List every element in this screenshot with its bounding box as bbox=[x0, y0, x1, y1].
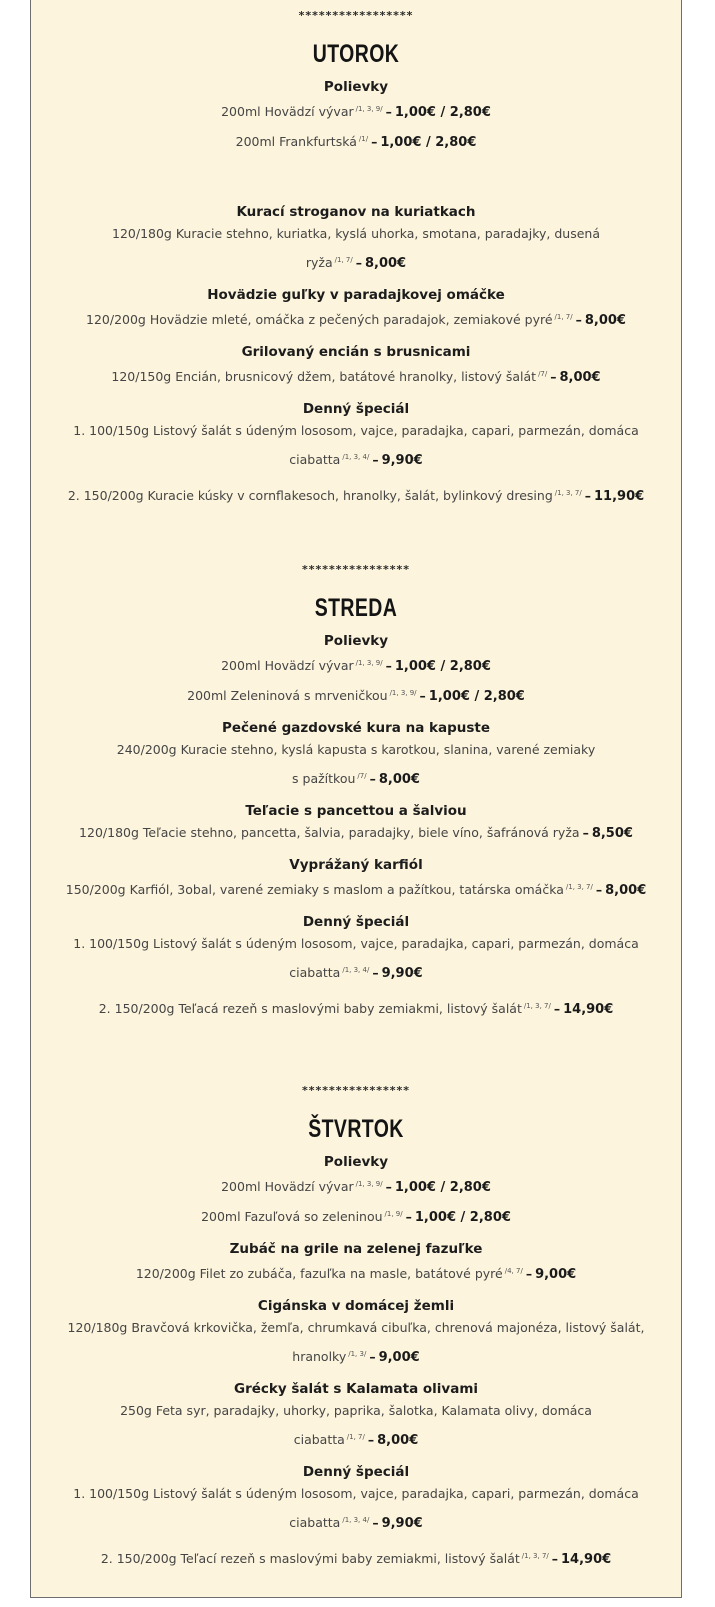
special-text: ciabatta bbox=[289, 965, 341, 980]
meal-title: Pečené gazdovské kura na kapuste bbox=[221, 720, 491, 736]
soup-line bbox=[31, 1171, 681, 1201]
allergens-label: /1, 3, 7/ bbox=[554, 489, 582, 497]
meal-line bbox=[31, 874, 681, 904]
price-label: 9,90€ bbox=[381, 1516, 423, 1531]
meal-text: 120/180g Teľacie stehno, pancetta, šalvia, paradajky, biele víno, šafránová ryža bbox=[79, 825, 580, 840]
special-line bbox=[31, 957, 681, 987]
soup-text: 200ml Fazuľová so zeleninou bbox=[201, 1209, 383, 1224]
price-label: 9,90€ bbox=[381, 453, 423, 468]
meal-line bbox=[31, 247, 681, 277]
day-section-1 bbox=[31, 553, 681, 1023]
day-section-0 bbox=[31, 0, 681, 510]
day-heading: ŠTVRTOK bbox=[308, 1115, 404, 1143]
soup-text: 200ml Hovädzí vývar bbox=[221, 658, 354, 673]
special-text: 2. 150/200g Teľacá rezeň s maslovými baby zemiakmi, listový šalát bbox=[98, 1001, 522, 1016]
price-dash: – bbox=[582, 825, 589, 840]
special-heading: Denný špeciál bbox=[302, 401, 410, 417]
special-heading: Denný špeciál bbox=[302, 1464, 410, 1480]
price-label: 14,90€ bbox=[563, 1002, 614, 1017]
allergens-label: /1, 3, 9/ bbox=[355, 1180, 383, 1188]
meal-line bbox=[31, 1258, 681, 1288]
soup-text: 200ml Hovädzí vývar bbox=[221, 104, 354, 119]
allergens-label: /7/ bbox=[357, 772, 367, 780]
allergens-label: /1, 3, 4/ bbox=[342, 966, 370, 974]
allergens-label: /1, 3, 7/ bbox=[523, 1002, 551, 1010]
meal-text: 250g Feta syr, paradajky, uhorky, paprika, šalotka, Kalamata olivy, domáca bbox=[120, 1403, 592, 1418]
price-label: 1,00€ / 2,80€ bbox=[428, 689, 525, 704]
allergens-label: /1, 3/ bbox=[348, 1350, 367, 1358]
meal-line bbox=[31, 304, 681, 334]
price-dash: – bbox=[372, 1515, 379, 1530]
soup-line bbox=[31, 650, 681, 680]
meal-line bbox=[31, 1424, 681, 1454]
price-label: 1,00€ / 2,80€ bbox=[394, 659, 491, 674]
meal-title: Zubáč na grile na zelenej fazuľke bbox=[229, 1241, 483, 1257]
allergens-label: /1, 7/ bbox=[334, 256, 353, 264]
price-dash: – bbox=[355, 255, 362, 270]
separator: **************** bbox=[301, 1084, 411, 1097]
price-dash: – bbox=[525, 1266, 533, 1281]
day-heading: STREDA bbox=[314, 594, 398, 622]
soup-text: 200ml Zeleninová s mrveničkou bbox=[187, 688, 388, 703]
meal-title: Teľacie s pancettou a šalviou bbox=[245, 803, 467, 819]
meal-text: 150/200g Karfiól, 3obal, varené zemiaky s maslom a pažítkou, tatárska omáčka bbox=[65, 882, 564, 897]
price-dash: – bbox=[371, 134, 378, 149]
special-line bbox=[31, 993, 681, 1023]
soup-heading: Polievky bbox=[323, 633, 389, 649]
special-text: ciabatta bbox=[289, 1515, 341, 1530]
price-label: 8,00€ bbox=[377, 1433, 419, 1448]
meal-title: Grécky šalát s Kalamata olivami bbox=[233, 1381, 479, 1397]
special-text: 2. 150/200g Teľací rezeň s maslovými baby zemiakmi, listový šalát bbox=[100, 1551, 520, 1566]
price-label: 8,00€ bbox=[559, 370, 601, 385]
soup-line bbox=[31, 96, 681, 126]
allergens-label: /1, 3, 4/ bbox=[342, 1516, 370, 1524]
special-text: 1. 100/150g Listový šalát s údeným lososom, vajce, paradajka, capari, parmezán, domáca bbox=[73, 936, 639, 951]
meal-line bbox=[31, 820, 681, 847]
allergens-label: /1, 7/ bbox=[346, 1433, 365, 1441]
price-dash: – bbox=[385, 1179, 392, 1194]
meal-text: 120/180g Bravčová krkovička, žemľa, chrumkavá cibuľka, chrenová majonéza, listový šalát, bbox=[67, 1320, 645, 1335]
price-label: 9,00€ bbox=[378, 1350, 420, 1365]
price-label: 1,00€ / 2,80€ bbox=[414, 1210, 511, 1225]
meal-text: 240/200g Kuracie stehno, kyslá kapusta s karotkou, slanina, varené zemiaky bbox=[116, 742, 596, 757]
spacer bbox=[31, 156, 681, 194]
price-label: 8,00€ bbox=[378, 772, 420, 787]
price-dash: – bbox=[405, 1209, 412, 1224]
meal-text: 120/200g Hovädzie mleté, omáčka z pečených paradajok, zemiakové pyré bbox=[86, 312, 553, 327]
allergens-label: /1/ bbox=[358, 135, 369, 143]
meal-line bbox=[31, 763, 681, 793]
price-label: 1,00€ / 2,80€ bbox=[394, 105, 491, 120]
special-heading: Denný špeciál bbox=[302, 914, 410, 930]
allergens-label: /1, 3, 4/ bbox=[342, 453, 370, 461]
price-dash: – bbox=[595, 882, 603, 897]
allergens-label: /1, 3, 7/ bbox=[521, 1552, 549, 1560]
price-dash: – bbox=[385, 658, 392, 673]
allergens-label: /7/ bbox=[538, 370, 548, 378]
meal-line bbox=[31, 1341, 681, 1371]
price-label: 8,00€ bbox=[364, 256, 407, 271]
price-label: 8,50€ bbox=[591, 826, 633, 841]
special-line bbox=[31, 931, 681, 957]
price-label: 14,90€ bbox=[561, 1552, 612, 1567]
separator: ***************** bbox=[298, 9, 414, 22]
special-line bbox=[31, 1507, 681, 1537]
price-label: 9,90€ bbox=[381, 966, 423, 981]
allergens-label: /1, 3, 9/ bbox=[355, 659, 383, 667]
meal-text: 120/180g Kuracie stehno, kuriatka, kyslá uhorka, smotana, paradajky, dusená bbox=[112, 226, 600, 241]
meal-text: ryža bbox=[305, 255, 333, 270]
price-dash: – bbox=[385, 104, 392, 119]
soup-line bbox=[31, 1201, 681, 1231]
price-label: 1,00€ / 2,80€ bbox=[380, 135, 477, 150]
price-dash: – bbox=[584, 488, 591, 503]
price-dash: – bbox=[367, 1432, 375, 1447]
meal-text: 120/200g Filet zo zubáča, fazuľka na masle, batátové pyré bbox=[135, 1266, 503, 1281]
soup-text: 200ml Frankfurtská bbox=[235, 134, 357, 149]
price-label: 9,00€ bbox=[535, 1267, 577, 1282]
meal-line bbox=[31, 221, 681, 247]
allergens-label: /1, 3, 7/ bbox=[565, 883, 593, 891]
price-dash: – bbox=[369, 771, 376, 786]
meal-title: Kurací stroganov na kuriatkach bbox=[236, 204, 476, 220]
allergens-label: /1, 3, 9/ bbox=[389, 689, 417, 697]
price-label: 8,00€ bbox=[605, 883, 647, 898]
allergens-label: /4, 7/ bbox=[504, 1267, 523, 1275]
meal-title: Vyprážaný karfiól bbox=[289, 857, 423, 873]
separator: **************** bbox=[301, 563, 411, 576]
special-text: 1. 100/150g Listový šalát s údeným lososom, vajce, paradajka, capari, parmezán, domáca bbox=[73, 1486, 639, 1501]
special-text: ciabatta bbox=[289, 452, 341, 467]
meal-line bbox=[31, 1398, 681, 1424]
allergens-label: /1, 7/ bbox=[554, 313, 573, 321]
meal-text: 120/150g Encián, brusnicový džem, batátové hranolky, listový šalát bbox=[111, 369, 537, 384]
meal-text: s pažítkou bbox=[292, 771, 356, 786]
price-dash: – bbox=[551, 1551, 559, 1566]
special-line bbox=[31, 1481, 681, 1507]
price-label: 11,90€ bbox=[594, 489, 645, 504]
allergens-label: /1, 9/ bbox=[384, 1210, 403, 1218]
price-label: 1,00€ / 2,80€ bbox=[394, 1180, 491, 1195]
meal-title: Hovädzie guľky v paradajkovej omáčke bbox=[207, 287, 505, 303]
special-text: 2. 150/200g Kuracie kúsky v cornflakesoch, hranolky, šalát, bylinkový dresing bbox=[67, 488, 553, 503]
special-line bbox=[31, 418, 681, 444]
soup-heading: Polievky bbox=[323, 79, 389, 95]
price-dash: – bbox=[372, 452, 379, 467]
soup-line bbox=[31, 680, 681, 710]
soup-heading: Polievky bbox=[323, 1154, 389, 1170]
meal-line bbox=[31, 737, 681, 763]
meal-text: hranolky bbox=[292, 1349, 347, 1364]
special-line bbox=[31, 480, 681, 510]
price-dash: – bbox=[553, 1001, 561, 1016]
special-line bbox=[31, 444, 681, 474]
price-dash: – bbox=[575, 312, 582, 327]
price-label: 8,00€ bbox=[584, 313, 626, 328]
allergens-label: /1, 3, 9/ bbox=[355, 105, 383, 113]
soup-line bbox=[31, 126, 681, 156]
menu-page bbox=[30, 0, 682, 1598]
meal-title: Cigánska v domácej žemli bbox=[257, 1298, 455, 1314]
meal-title: Grilovaný encián s brusnicami bbox=[241, 344, 471, 360]
meal-line bbox=[31, 361, 681, 391]
price-dash: – bbox=[372, 965, 379, 980]
price-dash: – bbox=[419, 688, 426, 703]
meal-text: ciabatta bbox=[293, 1432, 345, 1447]
day-section-2 bbox=[31, 1074, 681, 1573]
special-line bbox=[31, 1543, 681, 1573]
price-dash: – bbox=[550, 369, 557, 384]
soup-text: 200ml Hovädzí vývar bbox=[221, 1179, 354, 1194]
day-heading: UTOROK bbox=[312, 40, 400, 68]
price-dash: – bbox=[369, 1349, 376, 1364]
special-text: 1. 100/150g Listový šalát s údeným lososom, vajce, paradajka, capari, parmezán, domáca bbox=[73, 423, 639, 438]
meal-line bbox=[31, 1315, 681, 1341]
